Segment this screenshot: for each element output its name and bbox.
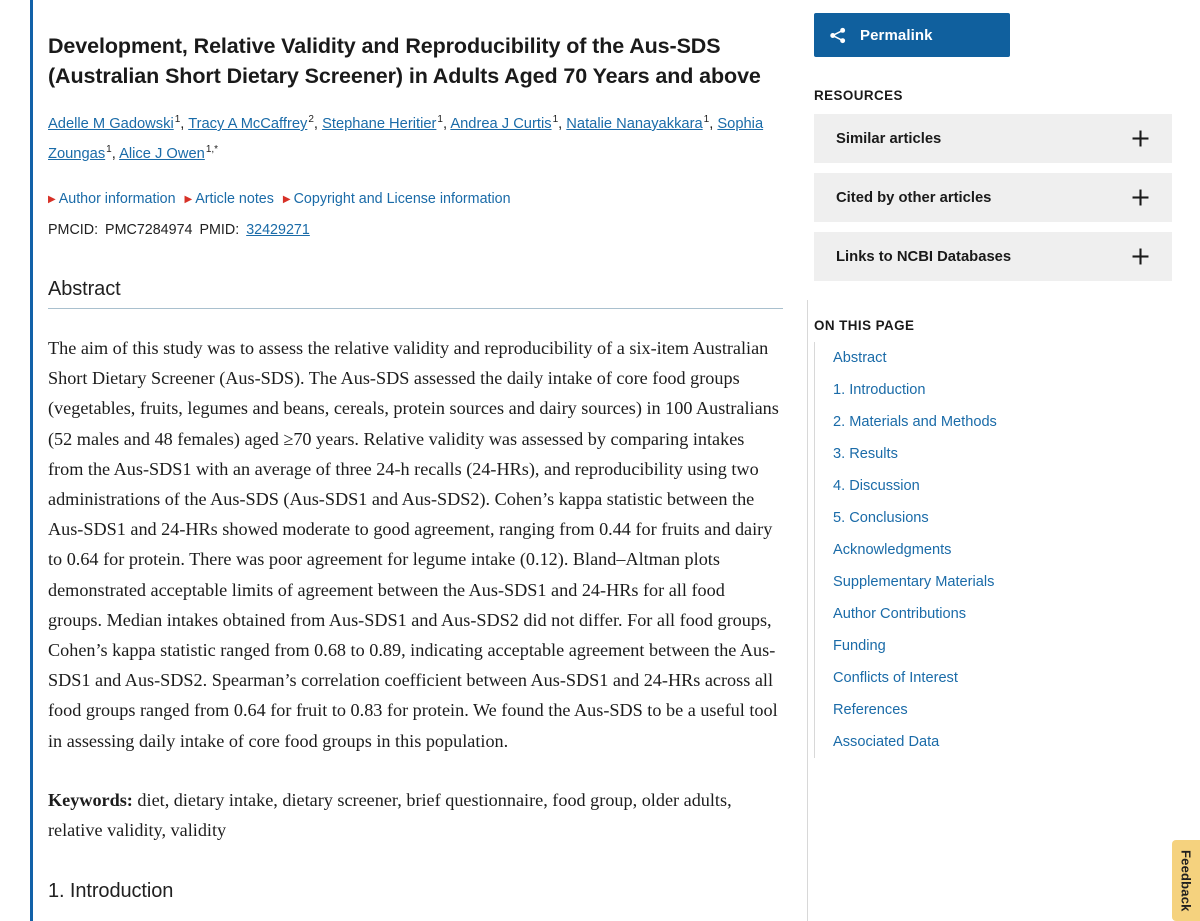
article-main-column <box>48 0 788 903</box>
share-icon <box>814 26 860 45</box>
author-affiliation-marker: 1,* <box>205 144 219 156</box>
plus-icon[interactable] <box>1131 129 1172 148</box>
author-separator: , <box>180 116 189 132</box>
author-affiliation-marker: 1 <box>437 114 443 126</box>
toc-item[interactable] <box>815 598 1184 630</box>
page-title: Development, Relative Validity and Reproducibility of the Aus-SDS (Australian Short Dietary Screener) in Adults Aged 70 Years and above <box>48 34 761 88</box>
toc-item[interactable] <box>815 694 1184 726</box>
author-list <box>48 109 788 169</box>
toc-item[interactable] <box>815 566 1184 598</box>
author-affiliation-marker: 1 <box>106 144 112 156</box>
accordion-label: Links to NCBI Databases <box>836 248 1012 265</box>
triangle-bullet-icon: ▶ <box>48 194 56 205</box>
toc-item[interactable] <box>815 630 1184 662</box>
toc-link-2-materials-and-methods[interactable]: 2. Materials and Methods <box>833 414 997 430</box>
plus-icon[interactable] <box>1131 247 1172 266</box>
toc-item[interactable] <box>815 726 1184 758</box>
pmid-label: PMID: <box>199 222 240 238</box>
toc-link-4-discussion[interactable]: 4. Discussion <box>833 478 920 494</box>
toc-item[interactable] <box>815 342 1184 374</box>
meta-link[interactable]: Author information <box>58 191 176 207</box>
author-link[interactable]: Tracy A McCaffrey <box>188 116 308 132</box>
meta-link[interactable]: Copyright and License information <box>293 191 511 207</box>
triangle-bullet-icon: ▶ <box>282 194 291 205</box>
on-this-page-title: ON THIS PAGE <box>814 318 915 333</box>
toc-link-associated-data[interactable]: Associated Data <box>833 734 940 750</box>
author-affiliation-marker: 1 <box>174 114 181 126</box>
toc-link-abstract[interactable]: Abstract <box>833 350 887 366</box>
feedback-label: Feedback <box>1178 849 1194 912</box>
pmcid-value: PMC7284974 <box>105 222 193 238</box>
table-of-contents <box>814 342 1184 758</box>
toc-link-author-contributions[interactable]: Author Contributions <box>833 606 967 622</box>
keywords-label: Keywords: <box>48 789 133 810</box>
abstract-text: The aim of this study was to assess the relative validity and reproducibility of a six-item Australian Short Dietary Screener (Aus-SDS). The Aus-SDS assessed the daily intake of core food groups (vegetables, fruits, legumes and beans, cereals, protein sources and dairy sources) in 100 Australians (52 males and 48 females) aged ≥70 years. Relative validity was assessed by comparing intakes from the Aus-SDS1 with an average of three 24-h recalls (24-HRs), and reproducibility using two administrations of the Aus-SDS (Aus-SDS1 and Aus-SDS2). Cohen’s kappa statistic between the Aus-SDS1 and 24-HRs showed moderate to good agreement, ranging from 0.44 for fruits and dairy to 0.64 for protein. There was poor agreement for legume intake (0.12). Bland–Altman plots demonstrated acceptable limits of agreement between the Aus-SDS1 and 24-HRs for all food groups. Median intakes obtained from Aus-SDS1 and Aus-SDS2 did not differ. For all food groups, Cohen’s kappa statistic ranged from 0.68 to 0.89, indicating acceptable agreement between the Aus-SDS1 and Aus-SDS2. Spearman’s correlation coefficient between Aus-SDS1 and 24-HRs across all food groups ranged from 0.64 for fruit to 0.83 for protein. We found the Aus-SDS to be a useful tool in assessing daily intake of core food groups in this population. <box>48 338 779 751</box>
accordion-label: Cited by other articles <box>836 189 992 206</box>
article-meta-links <box>48 189 788 211</box>
resource-accordion-links-to-ncbi-databases[interactable] <box>814 232 1172 281</box>
resources-accordion-list <box>814 114 1184 281</box>
toc-item[interactable] <box>815 502 1184 534</box>
resources-title: RESOURCES <box>814 88 903 103</box>
resource-accordion-similar-articles[interactable] <box>814 114 1172 163</box>
plus-icon[interactable] <box>1131 188 1172 207</box>
author-affiliation-marker: 1 <box>552 114 559 126</box>
toc-link-supplementary-materials[interactable]: Supplementary Materials <box>833 574 995 590</box>
author-separator: , <box>442 116 451 132</box>
author-link[interactable]: Natalie Nanayakkara <box>566 116 703 132</box>
author-separator: , <box>313 116 323 132</box>
author-affiliation-marker: 1 <box>703 114 710 126</box>
author-link[interactable]: Stephane Heritier <box>322 116 437 132</box>
keywords-values: diet, dietary intake, dietary screener, brief questionnaire, food group, older adults, relative validity, validity <box>48 789 732 841</box>
toc-link-5-conclusions[interactable]: 5. Conclusions <box>833 510 929 526</box>
toc-link-funding[interactable]: Funding <box>833 638 886 654</box>
article-identifiers <box>48 220 788 240</box>
keywords-block <box>48 785 748 845</box>
toc-item[interactable] <box>815 374 1184 406</box>
resource-accordion-cited-by-other-articles[interactable] <box>814 173 1172 222</box>
introduction-heading: 1. Introduction <box>48 880 174 903</box>
toc-link-acknowledgments[interactable]: Acknowledgments <box>833 542 952 558</box>
left-accent-rail <box>30 0 33 921</box>
author-link[interactable]: Alice J Owen <box>119 146 205 162</box>
pmcid-label: PMCID: <box>48 222 99 238</box>
author-link[interactable]: Adelle M Gadowski <box>48 116 174 132</box>
feedback-tab[interactable] <box>1172 840 1200 921</box>
pmid-link[interactable]: 32429271 <box>246 222 310 238</box>
permalink-button[interactable] <box>814 13 1010 57</box>
author-separator: , <box>558 116 567 132</box>
author-link[interactable]: Sophia Zoungas <box>48 116 764 162</box>
triangle-bullet-icon: ▶ <box>184 194 193 205</box>
author-link[interactable]: Andrea J Curtis <box>450 116 552 132</box>
toc-item[interactable] <box>815 470 1184 502</box>
abstract-heading: Abstract <box>48 278 121 300</box>
author-affiliation-marker: 2 <box>308 114 314 126</box>
author-separator: , <box>111 146 120 162</box>
toc-link-1-introduction[interactable]: 1. Introduction <box>833 382 926 398</box>
toc-item[interactable] <box>815 406 1184 438</box>
toc-item[interactable] <box>815 438 1184 470</box>
toc-item[interactable] <box>815 662 1184 694</box>
toc-link-references[interactable]: References <box>833 702 908 718</box>
column-divider <box>807 300 808 921</box>
accordion-label: Similar articles <box>836 130 942 147</box>
author-separator: , <box>709 116 718 132</box>
permalink-label: Permalink <box>860 26 933 44</box>
abstract-divider <box>48 308 783 309</box>
meta-link[interactable]: Article notes <box>195 191 274 207</box>
toc-link-conflicts-of-interest[interactable]: Conflicts of Interest <box>833 670 958 686</box>
toc-item[interactable] <box>815 534 1184 566</box>
sidebar <box>814 0 1184 758</box>
toc-link-3-results[interactable]: 3. Results <box>833 446 898 462</box>
